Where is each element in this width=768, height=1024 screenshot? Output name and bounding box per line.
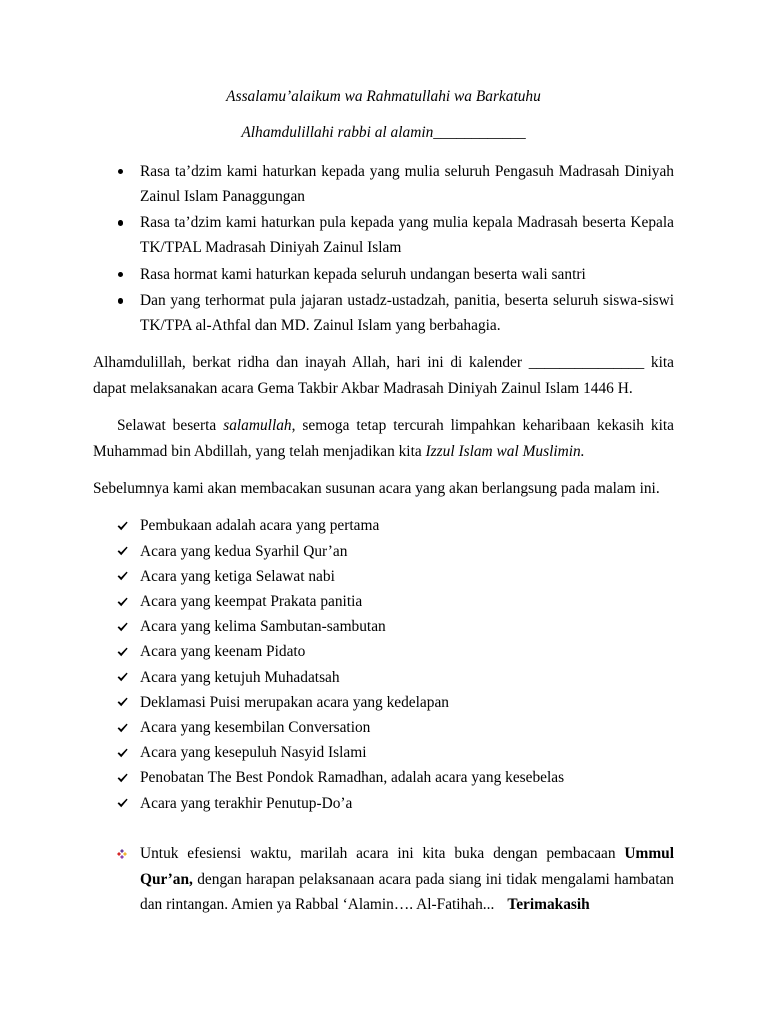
agenda-item (93, 715, 674, 740)
agenda-text: Acara yang ketujuh Muhadatsah (140, 668, 340, 686)
agenda-item (93, 740, 674, 765)
checkmark-icon (117, 748, 128, 758)
agenda-item (93, 539, 674, 564)
agenda-list (93, 513, 674, 815)
checkmark-icon (117, 571, 128, 581)
honorific-text: Rasa hormat kami haturkan kepada seluruh undangan beserta wali santri (140, 265, 586, 283)
checkmark-icon (117, 597, 128, 607)
agenda-item (93, 665, 674, 690)
diamond-segment-bottom (120, 855, 124, 859)
checkmark-icon (117, 546, 128, 556)
agenda-text: Acara yang kesepuluh Nasyid Islami (140, 744, 367, 762)
honorific-item (93, 262, 674, 287)
selawat-paragraph (93, 413, 674, 464)
diamond-segment-left (117, 852, 121, 856)
checkmark-icon (117, 723, 128, 733)
honorific-item (93, 210, 674, 260)
diamond-segment-right (123, 852, 127, 856)
closing-text-1: Untuk efesiensi waktu, marilah acara ini kita buka dengan pembacaan (140, 845, 625, 863)
agenda-item (93, 564, 674, 589)
agenda-item (93, 639, 674, 664)
checkmark-icon (117, 773, 128, 783)
honorific-item (93, 159, 674, 209)
closing-list (93, 841, 674, 918)
checkmark-icon (117, 647, 128, 657)
diamond-bullet-icon (117, 849, 127, 859)
agenda-text: Pembukaan adalah acara yang pertama (140, 517, 380, 535)
agenda-text: Acara yang terakhir Penutup-Do’a (140, 794, 353, 812)
selawat-text-1: Selawat beserta (117, 417, 224, 435)
closing-bold-terimakasih: Terimakasih (507, 896, 590, 914)
agenda-text: Acara yang keenam Pidato (140, 643, 306, 661)
agenda-text: Penobatan The Best Pondok Ramadhan, adalah acara yang kesebelas (140, 769, 565, 787)
salam-greeting: Assalamu’alaikum wa Rahmatullahi wa Barkatuhu (226, 88, 541, 106)
selawat-italic-2: Izzul Islam wal Muslimin. (425, 442, 585, 460)
agenda-item (93, 791, 674, 816)
agenda-intro: Sebelumnya kami akan membacakan susunan acara yang akan berlangsung pada malam ini. (93, 480, 660, 498)
selawat-text-2: , semoga tetap tercurah limpahkan keharibaan kekasih kita Muhammad bin Abdillah, yang telah menjadikan kita (93, 417, 674, 460)
honorific-item (93, 288, 674, 338)
document-body (93, 0, 674, 918)
honorific-text: Rasa ta’dzim kami haturkan pula kepada yang mulia kepala Madrasah beserta Kepala TK/TPAL Madrasah Diniyah Zainul Islam (140, 214, 674, 256)
agenda-item (93, 589, 674, 614)
agenda-text: Acara yang kelima Sambutan-sambutan (140, 618, 386, 636)
agenda-text: Acara yang keempat Prakata panitia (140, 593, 363, 610)
agenda-text: Acara yang ketiga Selawat nabi (140, 567, 335, 585)
agenda-item (93, 690, 674, 715)
agenda-item (93, 513, 674, 538)
selawat-italic-1: salamullah (223, 417, 292, 435)
opening-paragraph: Alhamdulillah, berkat ridha dan inayah Allah, hari ini di kalender _______________ kita dapat melaksanakan acara Gema Takbir Akbar Madrasah Diniyah Zainul Islam 1446 H. (93, 354, 674, 397)
agenda-text: Acara yang kedua Syarhil Qur’an (140, 542, 348, 560)
checkmark-icon (117, 521, 128, 531)
checkmark-icon (117, 697, 128, 707)
closing-item (93, 841, 674, 918)
agenda-item (93, 765, 674, 790)
checkmark-icon (117, 672, 128, 682)
hamdalah-line: Alhamdulillahi rabbi al alamin____________ (241, 124, 526, 142)
bullet-dot-icon (118, 220, 124, 226)
bullet-dot-icon (118, 272, 124, 278)
agenda-text: Acara yang kesembilan Conversation (140, 719, 371, 737)
bullet-dot-icon (118, 169, 124, 175)
agenda-text: Deklamasi Puisi merupakan acara yang kedelapan (140, 693, 449, 711)
diamond-segment-top (120, 849, 124, 853)
closing-text-2: dengan harapan pelaksanaan acara pada siang ini tidak mengalami hambatan dan rintangan. Amien ya Rabbal ‘Alamin…. Al-Fatihah... (140, 870, 674, 914)
agenda-item (93, 614, 674, 639)
honorifics-list (93, 159, 674, 339)
checkmark-icon (117, 798, 128, 808)
honorific-text: Rasa ta’dzim kami haturkan kepada yang mulia seluruh Pengasuh Madrasah Diniyah Zainul Islam Panaggungan (140, 162, 674, 205)
honorific-text: Dan yang terhormat pula jajaran ustadz-ustadzah, panitia, beserta seluruh siswa-siswi TK/TPA al-Athfal dan MD. Zainul Islam yang berbahagia. (140, 292, 674, 334)
bullet-dot-icon (118, 298, 124, 304)
closing-bold-ummul-quran: Ummul Qur’an, (140, 845, 674, 888)
checkmark-icon (117, 622, 128, 632)
